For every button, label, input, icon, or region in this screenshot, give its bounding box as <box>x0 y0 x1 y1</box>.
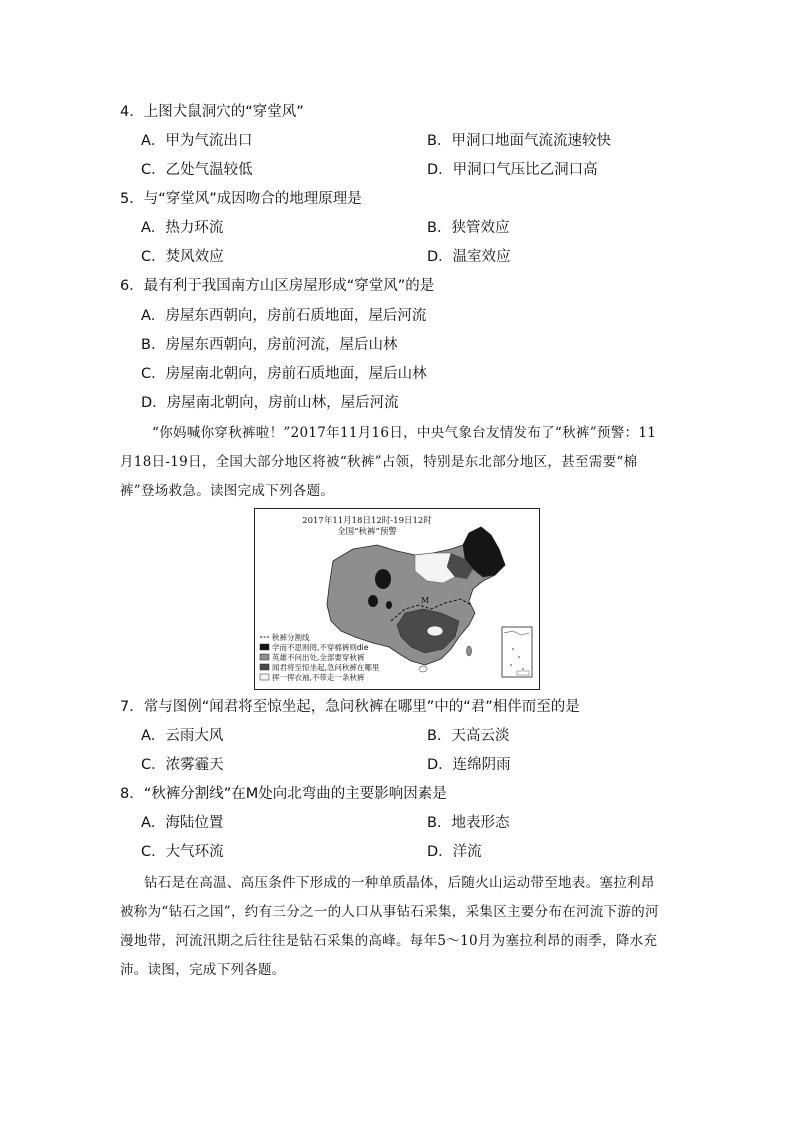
west-black-patch-2 <box>368 595 378 607</box>
q4-option-d: D．甲洞口气压比乙洞口高 <box>427 162 598 178</box>
west-black-patch-1 <box>375 569 391 589</box>
intro2-line4: 沛。读图，完成下列各题。 <box>120 962 286 978</box>
q4-stem: 4．上图犬鼠洞穴的“穿堂风” <box>120 104 304 120</box>
south-sea-inset <box>502 627 532 677</box>
inset-island-4 <box>522 668 524 670</box>
intro1-line1: “你妈喊你穿秋裤啦！”2017年11月16日，中央气象台友情发布了“秋裤”预警：11 <box>152 425 657 441</box>
intro2-line1: 钻石是在高温、高压条件下形成的一种单质晶体，后随火山运动带至地表。塞拉利昂 <box>144 875 655 891</box>
q8-option-d: D．洋流 <box>427 844 482 860</box>
inset-island-2 <box>518 656 520 658</box>
legend-swatch-mid <box>260 654 269 660</box>
inset-island-1 <box>512 648 514 650</box>
q6-option-c: C．房屋南北朝向，房前石质地面，屋后山林 <box>141 366 427 382</box>
map-title-line2: 全国“秋裤”预警 <box>337 527 397 537</box>
q4-option-c: C．乙处气温较低 <box>141 162 253 178</box>
south-light-patch <box>427 626 443 636</box>
legend-swatch-black <box>260 644 269 650</box>
q5-option-b: B．狭管效应 <box>427 220 510 236</box>
taiwan-island <box>467 646 472 656</box>
intro1-line3: 裤”登场救急。读图完成下列各题。 <box>120 483 335 499</box>
q7-option-d: D．连绵阴雨 <box>427 757 511 773</box>
q8-option-c: C．大气环流 <box>141 844 224 860</box>
q6-option-d: D．房屋南北朝向，房前山林，屋后河流 <box>141 395 399 411</box>
legend-label-2: 英雄不问出处,全部要穿秋裤 <box>272 653 365 662</box>
q5-option-a: A．热力环流 <box>141 220 224 236</box>
intro2-line3: 漫地带，河流汛期之后往往是钻石采集的高峰。每年5～10月为塞拉利昂的雨季，降水充 <box>120 933 658 949</box>
q7-option-c: C．浓雾霾天 <box>141 757 224 773</box>
intro1-line2: 月18日-19日，全国大部分地区将被“秋裤”占领，特别是东北部分地区，甚至需要“棉 <box>120 454 638 470</box>
legend-label-4: 挥一挥衣袖,不带走一条秋裤 <box>272 673 365 682</box>
q5-option-c: C．焚风效应 <box>141 249 224 265</box>
q8-option-b: B．地表形态 <box>427 815 510 831</box>
legend-swatch-dark <box>260 664 269 670</box>
legend-swatch-light <box>260 674 269 680</box>
q7-stem: 7．常与图例“闻君将至惊坐起，急问秋裤在哪里”中的“君”相伴而至的是 <box>120 699 580 715</box>
legend-label-1: 学而不思则罔,不穿棉裤则die <box>272 643 369 652</box>
q5-option-d: D．温室效应 <box>427 249 511 265</box>
q6-option-a: A．房屋东西朝向，房前石质地面，屋后河流 <box>141 308 427 324</box>
west-black-patch-3 <box>386 601 392 609</box>
q4-option-b: B．甲洞口地面气流流速较快 <box>427 133 611 149</box>
q8-option-a: A．海陆位置 <box>141 815 224 831</box>
q7-option-a: A．云雨大风 <box>141 728 224 744</box>
inset-label-box <box>517 671 529 675</box>
q6-option-b: B．房屋东西朝向，房前河流，屋后山林 <box>141 337 398 353</box>
q7-option-b: B．天高云淡 <box>427 728 510 744</box>
inset-island-3 <box>510 664 512 666</box>
qiuku-warning-map <box>254 508 540 690</box>
q8-stem: 8．“秋裤分割线”在M处向北弯曲的主要影响因素是 <box>120 786 447 802</box>
hainan-island <box>419 666 427 672</box>
map-title-line1: 2017年11月18日12时-19日12时 <box>302 516 432 526</box>
legend-label-3: 闻君将至惊坐起,急问秋裤在哪里 <box>272 663 380 672</box>
intro2-line2: 被称为“钻石之国”，约有三分之一的人口从事钻石采集，采集区主要分布在河流下游的河 <box>120 904 659 920</box>
map-point-m: M <box>421 596 430 605</box>
q5-stem: 5．与“穿堂风”成因吻合的地理原理是 <box>120 191 362 207</box>
legend-label-0: 秋裤分割线 <box>272 633 310 642</box>
q4-option-a: A．甲为气流出口 <box>141 133 253 149</box>
q6-stem: 6．最有利于我国南方山区房屋形成“穿堂风”的是 <box>120 278 435 294</box>
